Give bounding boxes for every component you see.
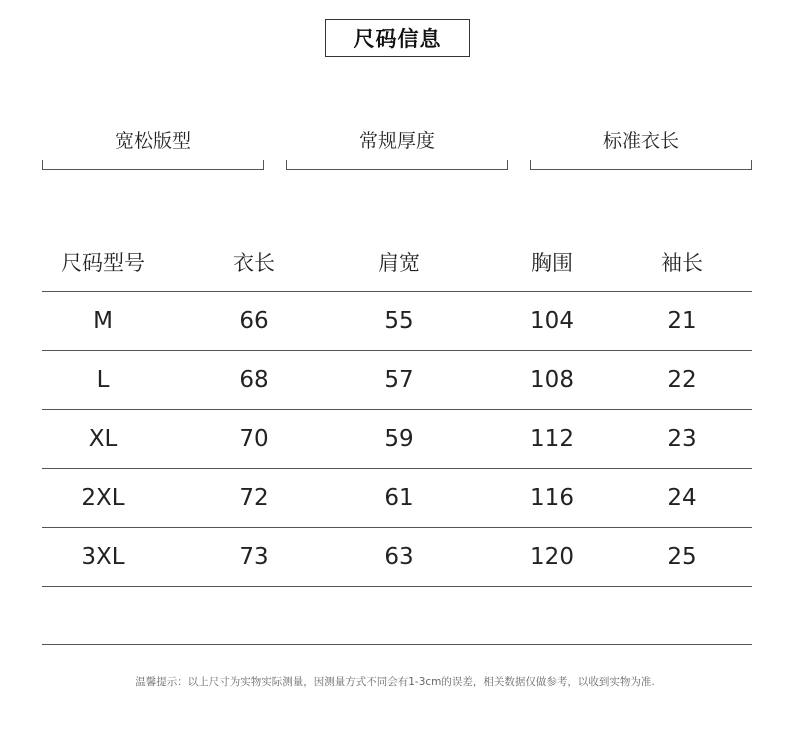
feature-length <box>530 120 752 170</box>
cell-size: M <box>93 308 113 334</box>
cell-length: 72 <box>239 485 269 511</box>
measurement-note: 温馨提示：以上尺寸为实物实际测量，因测量方式不同会有1-3cm的误差，相关数据仅做参考，以收到实物为准. <box>135 676 655 688</box>
cell-size: XL <box>88 426 118 452</box>
cell-length: 73 <box>239 544 269 570</box>
cell-sleeve: 23 <box>667 426 697 452</box>
bottom-divider <box>42 644 752 645</box>
feature-fit <box>42 120 264 170</box>
feature-thickness-label: 常规厚度 <box>358 130 435 152</box>
table-row <box>42 351 752 410</box>
cell-shoulder: 63 <box>384 544 414 570</box>
cell-length: 68 <box>239 367 269 393</box>
cell-sleeve: 25 <box>667 544 697 570</box>
header-size: 尺码型号 <box>61 250 145 275</box>
header-shoulder: 肩宽 <box>378 250 420 275</box>
size-table <box>42 232 752 587</box>
size-table-header <box>42 232 752 292</box>
cell-chest: 120 <box>530 544 574 570</box>
cell-length: 66 <box>239 308 269 334</box>
cell-shoulder: 59 <box>384 426 414 452</box>
table-row <box>42 528 752 587</box>
feature-fit-bracket <box>42 160 264 170</box>
cell-length: 70 <box>239 426 269 452</box>
cell-shoulder: 61 <box>384 485 414 511</box>
page-title <box>325 19 470 57</box>
header-length: 衣长 <box>233 250 275 275</box>
cell-sleeve: 21 <box>667 308 697 334</box>
header-sleeve: 袖长 <box>661 250 703 275</box>
feature-thickness <box>286 120 508 170</box>
cell-chest: 112 <box>530 426 574 452</box>
cell-size: 3XL <box>81 544 125 570</box>
cell-chest: 116 <box>530 485 574 511</box>
cell-sleeve: 24 <box>667 485 697 511</box>
feature-fit-label: 宽松版型 <box>114 130 191 152</box>
cell-chest: 104 <box>530 308 574 334</box>
page-title-text: 尺码信息 <box>353 27 442 51</box>
cell-chest: 108 <box>530 367 574 393</box>
feature-length-bracket <box>530 160 752 170</box>
cell-sleeve: 22 <box>667 367 697 393</box>
cell-size: 2XL <box>81 485 125 511</box>
table-row <box>42 469 752 528</box>
feature-length-label: 标准衣长 <box>602 130 679 152</box>
cell-shoulder: 57 <box>384 367 414 393</box>
header-chest: 胸围 <box>531 250 573 275</box>
table-row <box>42 292 752 351</box>
feature-thickness-bracket <box>286 160 508 170</box>
cell-size: L <box>96 367 110 393</box>
table-row <box>42 410 752 469</box>
cell-shoulder: 55 <box>384 308 414 334</box>
